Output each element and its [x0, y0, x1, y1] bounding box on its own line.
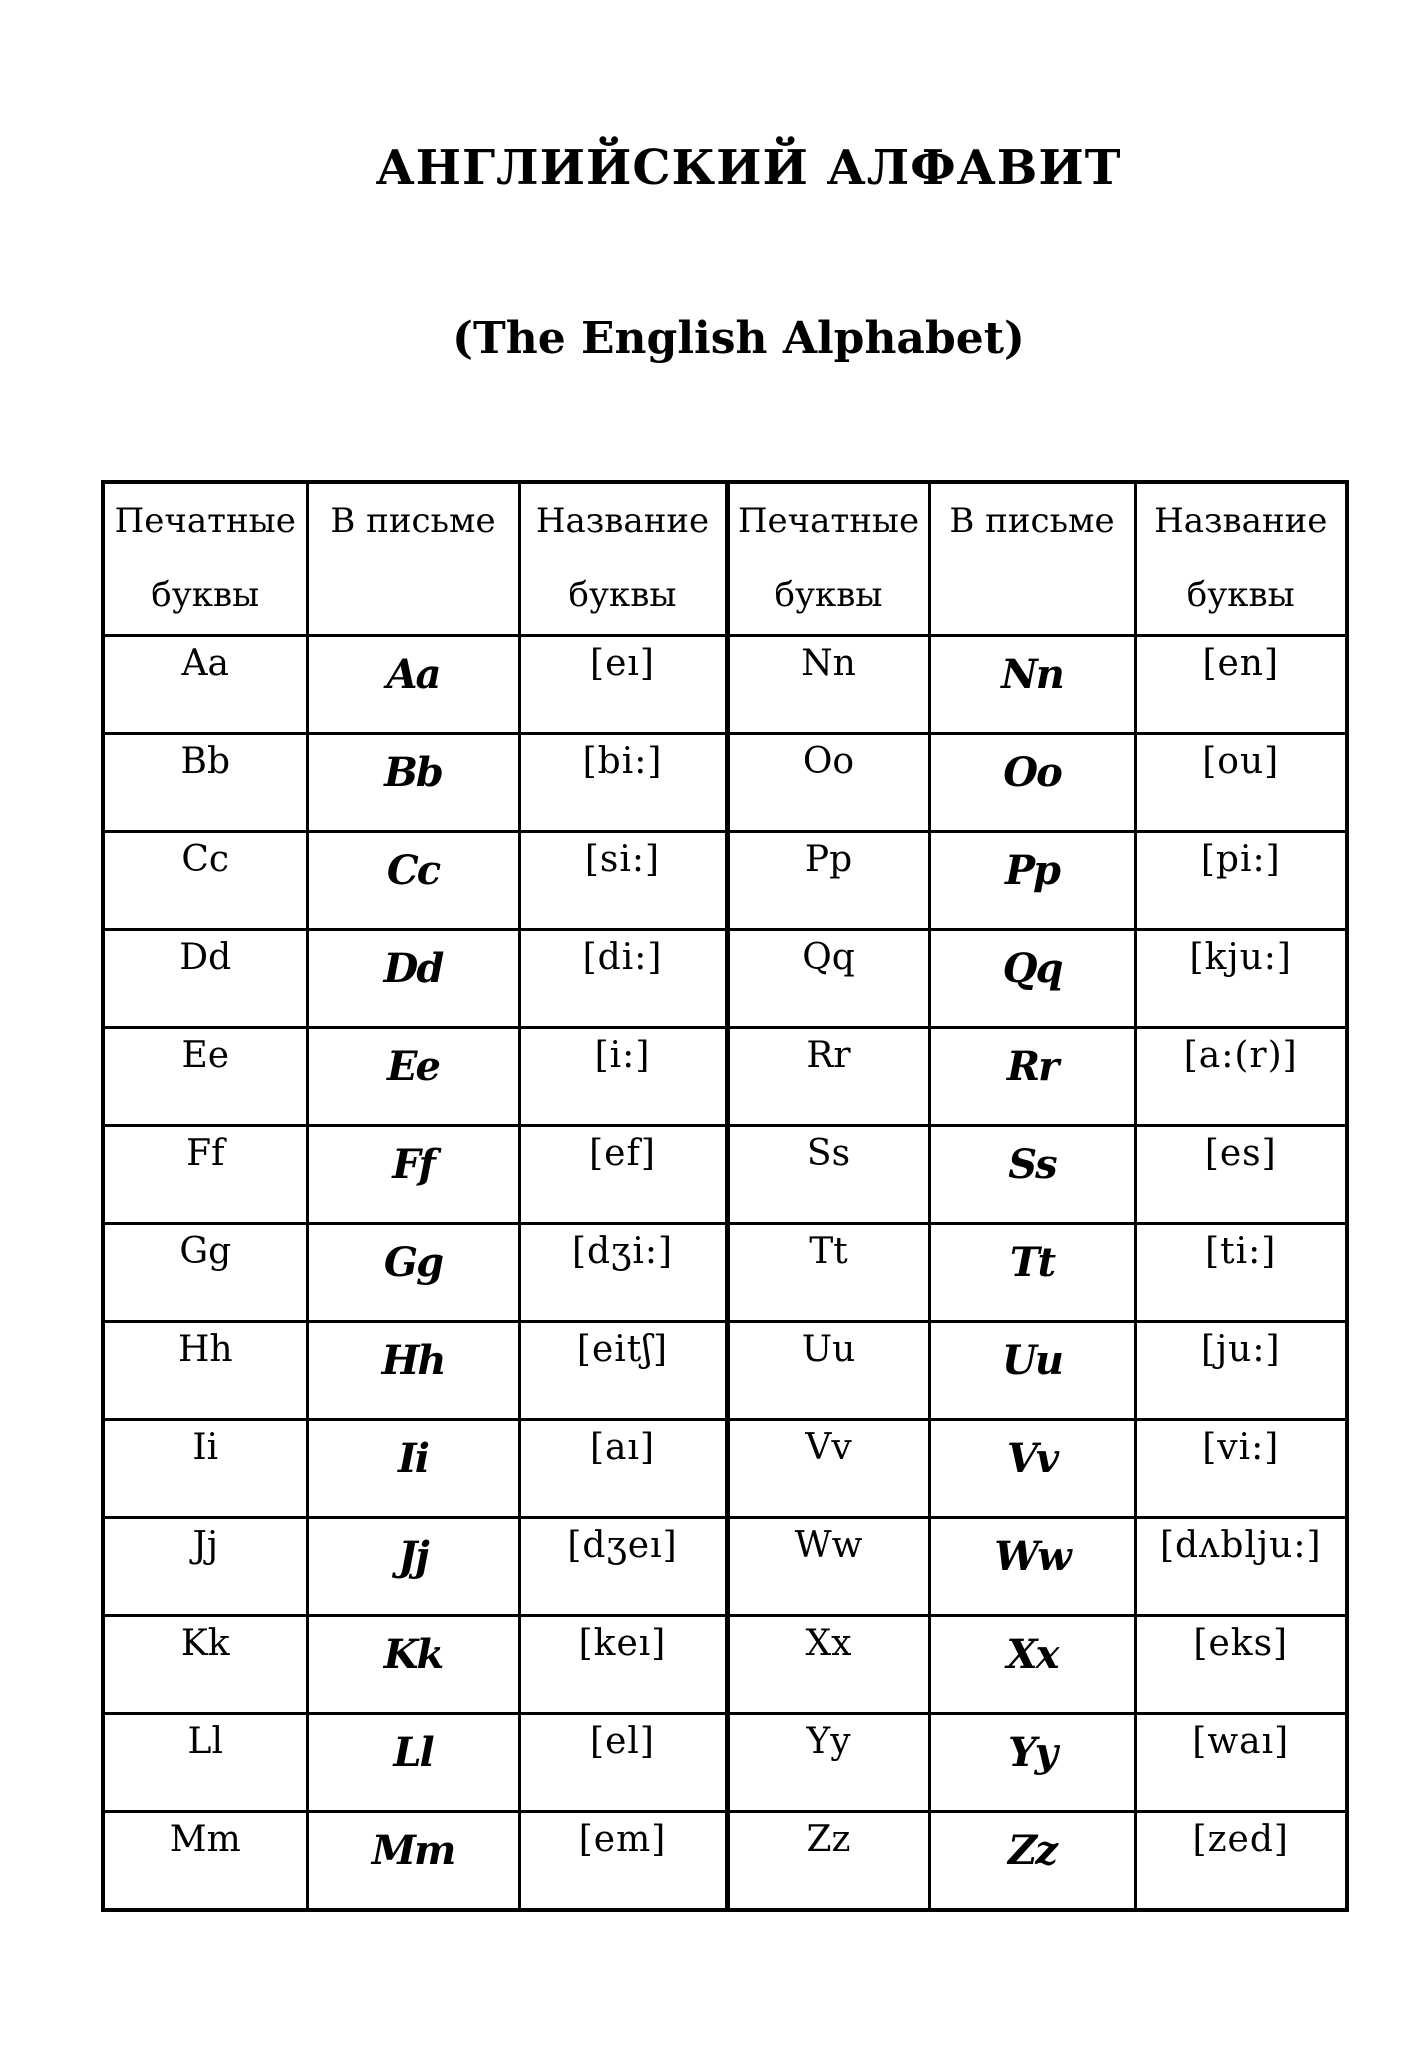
- written-letter: Rr: [1006, 1043, 1058, 1090]
- right-written-letter-cell: [929, 1616, 1135, 1714]
- left-printed-letter-cell: [103, 1518, 307, 1616]
- printed-letter: Tt: [809, 1231, 848, 1272]
- letter-name: [waı]: [1192, 1721, 1290, 1762]
- header-printed-left: Печатные буквы: [103, 482, 307, 636]
- left-printed-letter-cell: [103, 1224, 307, 1322]
- left-written-letter-cell: [307, 930, 519, 1028]
- right-letter-name-cell: [1135, 930, 1347, 1028]
- left-printed-letter-cell: [103, 734, 307, 832]
- printed-letter: Ii: [192, 1427, 219, 1468]
- left-written-letter-cell: [307, 1126, 519, 1224]
- letter-name: [vi:]: [1202, 1427, 1280, 1468]
- left-written-letter-cell: [307, 832, 519, 930]
- printed-letter: Ww: [794, 1525, 863, 1566]
- letter-name: [a:(r)]: [1183, 1035, 1298, 1076]
- left-letter-name-cell: [519, 1322, 727, 1420]
- left-written-letter-cell: [307, 734, 519, 832]
- right-printed-letter-cell: [727, 1518, 929, 1616]
- letter-name: [eitʃ]: [576, 1329, 669, 1370]
- header-printed-right: Печатные буквы: [727, 482, 929, 636]
- left-letter-name-cell: [519, 636, 727, 734]
- written-letter: Ii: [398, 1435, 428, 1482]
- header-written-left: В письме: [307, 482, 519, 636]
- right-printed-letter-cell: [727, 930, 929, 1028]
- written-letter: Ff: [392, 1141, 434, 1188]
- right-letter-name-cell: [1135, 1126, 1347, 1224]
- header-written-right: В письме: [929, 482, 1135, 636]
- left-written-letter-cell: [307, 1224, 519, 1322]
- written-letter: Bb: [384, 749, 442, 796]
- right-written-letter-cell: [929, 1420, 1135, 1518]
- letter-name: [ou]: [1202, 741, 1280, 782]
- right-written-letter-cell: [929, 1028, 1135, 1126]
- left-printed-letter-cell: [103, 930, 307, 1028]
- letter-name: [bi:]: [582, 741, 663, 782]
- written-letter: Vv: [1006, 1435, 1058, 1482]
- left-letter-name-cell: [519, 734, 727, 832]
- written-letter: Zz: [1008, 1827, 1056, 1874]
- header-name-left: Название буквы: [519, 482, 727, 636]
- letter-name: [pi:]: [1200, 839, 1281, 880]
- letter-name: [si:]: [584, 839, 661, 880]
- letter-name: [eks]: [1193, 1623, 1289, 1664]
- right-printed-letter-cell: [727, 1812, 929, 1911]
- printed-letter: Jj: [192, 1525, 219, 1566]
- right-printed-letter-cell: [727, 1126, 929, 1224]
- letter-name: [dʌblju:]: [1159, 1525, 1322, 1566]
- right-letter-name-cell: [1135, 734, 1347, 832]
- letter-name: [kju:]: [1189, 937, 1292, 978]
- right-letter-name-cell: [1135, 1714, 1347, 1812]
- right-letter-name-cell: [1135, 1028, 1347, 1126]
- printed-letter: Ee: [181, 1035, 230, 1076]
- right-printed-letter-cell: [727, 1616, 929, 1714]
- written-letter: Yy: [1008, 1729, 1056, 1776]
- left-written-letter-cell: [307, 1420, 519, 1518]
- right-letter-name-cell: [1135, 1518, 1347, 1616]
- right-printed-letter-cell: [727, 1224, 929, 1322]
- letter-name: [ef]: [589, 1133, 656, 1174]
- right-written-letter-cell: [929, 1322, 1135, 1420]
- left-printed-letter-cell: [103, 1812, 307, 1911]
- right-written-letter-cell: [929, 1812, 1135, 1911]
- right-written-letter-cell: [929, 832, 1135, 930]
- printed-letter: Oo: [802, 741, 855, 782]
- left-letter-name-cell: [519, 930, 727, 1028]
- written-letter: Gg: [383, 1239, 443, 1286]
- printed-letter: Rr: [806, 1035, 851, 1076]
- right-printed-letter-cell: [727, 1322, 929, 1420]
- left-printed-letter-cell: [103, 1028, 307, 1126]
- printed-letter: Xx: [805, 1623, 852, 1664]
- right-printed-letter-cell: [727, 1028, 929, 1126]
- left-letter-name-cell: [519, 1616, 727, 1714]
- printed-letter: Bb: [180, 741, 230, 782]
- right-letter-name-cell: [1135, 1616, 1347, 1714]
- right-written-letter-cell: [929, 734, 1135, 832]
- left-letter-name-cell: [519, 832, 727, 930]
- letter-name: [en]: [1202, 643, 1280, 684]
- left-written-letter-cell: [307, 1028, 519, 1126]
- written-letter: Pp: [1004, 847, 1060, 894]
- left-printed-letter-cell: [103, 636, 307, 734]
- table-row: [103, 1714, 1347, 1812]
- table-row: [103, 1126, 1347, 1224]
- written-letter: Ee: [387, 1043, 439, 1090]
- left-written-letter-cell: [307, 1812, 519, 1911]
- table-row: [103, 1812, 1347, 1911]
- letter-name: [ju:]: [1200, 1329, 1281, 1370]
- printed-letter: Cc: [181, 839, 230, 880]
- alphabet-table: [101, 480, 1349, 1912]
- written-letter: Uu: [1002, 1337, 1062, 1384]
- written-letter: Ss: [1008, 1141, 1056, 1188]
- table-row: [103, 1420, 1347, 1518]
- letter-name: [i:]: [594, 1035, 651, 1076]
- table-row: [103, 832, 1347, 930]
- written-letter: Jj: [398, 1533, 428, 1580]
- right-written-letter-cell: [929, 636, 1135, 734]
- left-letter-name-cell: [519, 1126, 727, 1224]
- written-letter: Ww: [994, 1533, 1070, 1580]
- left-letter-name-cell: [519, 1224, 727, 1322]
- left-printed-letter-cell: [103, 1420, 307, 1518]
- printed-letter: Vv: [805, 1427, 852, 1468]
- left-printed-letter-cell: [103, 1714, 307, 1812]
- written-letter: Oo: [1003, 749, 1061, 796]
- printed-letter: Ll: [187, 1721, 223, 1762]
- left-written-letter-cell: [307, 636, 519, 734]
- printed-letter: Zz: [806, 1819, 851, 1860]
- printed-letter: Dd: [179, 937, 232, 978]
- right-printed-letter-cell: [727, 832, 929, 930]
- right-letter-name-cell: [1135, 1322, 1347, 1420]
- right-written-letter-cell: [929, 1518, 1135, 1616]
- printed-letter: Hh: [177, 1329, 233, 1370]
- printed-letter: Mm: [169, 1819, 241, 1860]
- right-printed-letter-cell: [727, 636, 929, 734]
- left-printed-letter-cell: [103, 1322, 307, 1420]
- left-letter-name-cell: [519, 1714, 727, 1812]
- right-written-letter-cell: [929, 1224, 1135, 1322]
- written-letter: Ll: [393, 1729, 433, 1776]
- letter-name: [aı]: [589, 1427, 656, 1468]
- right-letter-name-cell: [1135, 1420, 1347, 1518]
- left-letter-name-cell: [519, 1518, 727, 1616]
- right-written-letter-cell: [929, 930, 1135, 1028]
- left-letter-name-cell: [519, 1812, 727, 1911]
- page-subtitle: (The English Alphabet): [452, 313, 1025, 364]
- printed-letter: Yy: [806, 1721, 851, 1762]
- header-name-right: Название буквы: [1135, 482, 1347, 636]
- left-letter-name-cell: [519, 1420, 727, 1518]
- written-letter: Nn: [1001, 651, 1063, 698]
- right-letter-name-cell: [1135, 636, 1347, 734]
- left-printed-letter-cell: [103, 832, 307, 930]
- table-row: [103, 1028, 1347, 1126]
- table-row: [103, 1322, 1347, 1420]
- left-printed-letter-cell: [103, 1126, 307, 1224]
- left-written-letter-cell: [307, 1616, 519, 1714]
- printed-letter: Gg: [179, 1231, 232, 1272]
- left-written-letter-cell: [307, 1518, 519, 1616]
- table-row: [103, 1518, 1347, 1616]
- printed-letter: Qq: [802, 937, 855, 978]
- table-row: [103, 930, 1347, 1028]
- letter-name: [el]: [590, 1721, 655, 1762]
- right-letter-name-cell: [1135, 832, 1347, 930]
- written-letter: Qq: [1002, 945, 1062, 992]
- left-written-letter-cell: [307, 1322, 519, 1420]
- left-written-letter-cell: [307, 1714, 519, 1812]
- written-letter: Aa: [386, 651, 440, 698]
- letter-name: [di:]: [582, 937, 663, 978]
- left-letter-name-cell: [519, 1028, 727, 1126]
- right-printed-letter-cell: [727, 1420, 929, 1518]
- letter-name: [eı]: [590, 643, 655, 684]
- written-letter: Xx: [1006, 1631, 1058, 1678]
- written-letter: Tt: [1009, 1239, 1055, 1286]
- table-row: [103, 1224, 1347, 1322]
- printed-letter: Aa: [181, 643, 229, 684]
- right-printed-letter-cell: [727, 1714, 929, 1812]
- right-printed-letter-cell: [727, 734, 929, 832]
- page-title: АНГЛИЙСКИЙ АЛФАВИТ: [375, 140, 1122, 196]
- written-letter: Kk: [383, 1631, 443, 1678]
- right-written-letter-cell: [929, 1714, 1135, 1812]
- letter-name: [em]: [578, 1819, 667, 1860]
- printed-letter: Ss: [806, 1133, 851, 1174]
- printed-letter: Uu: [801, 1329, 856, 1370]
- letter-name: [dʒi:]: [571, 1231, 674, 1272]
- printed-letter: Nn: [801, 643, 856, 684]
- letter-name: [es]: [1204, 1133, 1277, 1174]
- left-printed-letter-cell: [103, 1616, 307, 1714]
- right-letter-name-cell: [1135, 1812, 1347, 1911]
- table-row: [103, 1616, 1347, 1714]
- written-letter: Mm: [371, 1827, 455, 1874]
- letter-name: [keı]: [578, 1623, 667, 1664]
- right-written-letter-cell: [929, 1126, 1135, 1224]
- printed-letter: Kk: [180, 1623, 230, 1664]
- letter-name: [dʒeı]: [567, 1525, 678, 1566]
- header-row: [103, 482, 1347, 636]
- printed-letter: Pp: [804, 839, 853, 880]
- letter-name: [ti:]: [1205, 1231, 1277, 1272]
- printed-letter: Ff: [186, 1133, 225, 1174]
- table-row: [103, 636, 1347, 734]
- written-letter: Cc: [386, 847, 440, 894]
- right-letter-name-cell: [1135, 1224, 1347, 1322]
- letter-name: [zed]: [1192, 1819, 1289, 1860]
- written-letter: Dd: [383, 945, 443, 992]
- table-row: [103, 734, 1347, 832]
- written-letter: Hh: [381, 1337, 445, 1384]
